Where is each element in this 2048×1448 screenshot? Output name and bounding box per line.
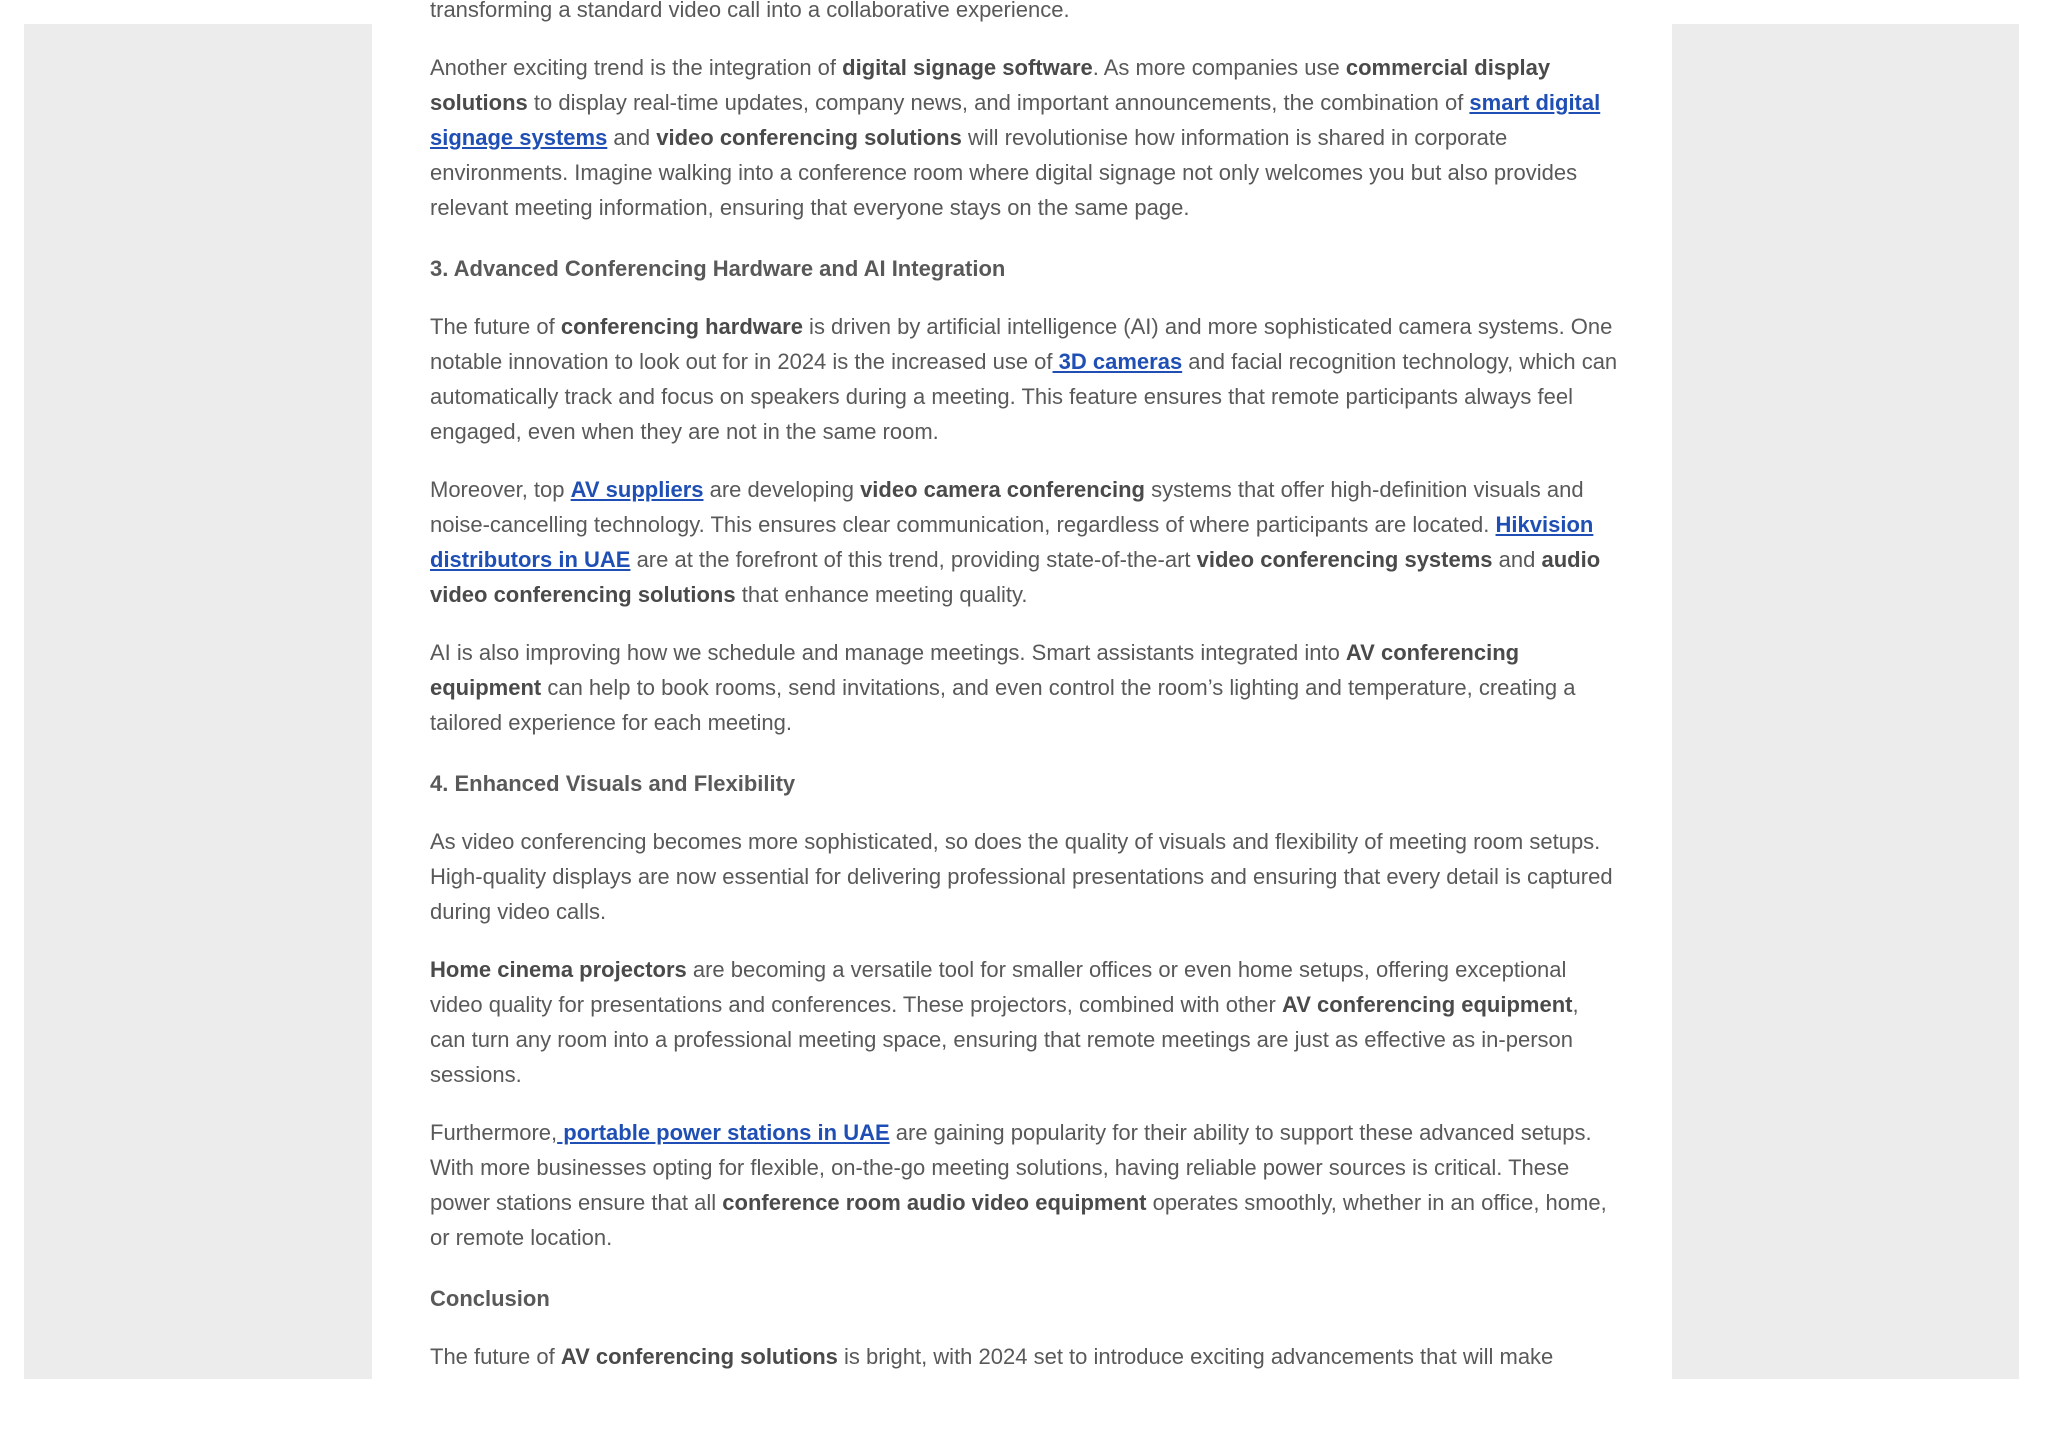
text: and facial recognition technology, which can automatically track and focus on speakers during a meeting. This feature ensures that remote participants always feel engaged, even when they are not in the same room. [430,349,1618,444]
text: Moreover, top [430,477,571,502]
text: can help to book rooms, send invitations, and even control the room’s lighting and temperature, creating a tailored experience for each meeting. [430,675,1576,735]
bold-term: digital signage software [842,55,1093,80]
article-content [430,0,1620,1397]
paragraph-power-stations [430,1115,1620,1255]
bold-term: video camera conferencing [860,477,1145,502]
bold-term: commercial display solutions [430,55,1551,115]
paragraph-ai-scheduling [430,635,1620,740]
text: to display real-time updates, company news, and important announcements, the combination of [527,90,1470,115]
bold-term: video conferencing systems [1196,547,1493,572]
paragraph-digital-signage [430,50,1620,225]
link-smart-digital-signage-systems[interactable]: smart digital signage systems [430,90,1601,150]
text: operates smoothly, whether in an office, home, or remote location. [430,1190,1607,1250]
text: The future of [430,314,561,339]
paragraph-conclusion [430,1339,1620,1374]
document-page [372,0,1672,1379]
text: and [607,125,657,150]
bold-term: conference room audio video equipment [722,1190,1147,1215]
bold-term: conferencing hardware [560,314,803,339]
text: As video conferencing becomes more sophisticated, so does the quality of visuals and flexibility of meeting room setups. High-quality displays are now essential for delivering professional presentations and ensuring that every detail is captured during video calls. [430,829,1613,924]
text: and [1492,547,1542,572]
section-heading-conclusion: Conclusion [430,1286,550,1311]
text: systems that offer high-definition visuals and noise-cancelling technology. This ensures clear communication, regardless of where participants are located. [430,477,1584,537]
text: AI is also improving how we schedule and manage meetings. Smart assistants integrated into [430,640,1346,665]
paragraph-projectors [430,952,1620,1092]
bold-term: AV conferencing equipment [1281,992,1573,1017]
paragraph-visuals [430,824,1620,929]
text: are at the forefront of this trend, providing state-of-the-art [630,547,1197,572]
section-heading-4: 4. Enhanced Visuals and Flexibility [430,771,796,796]
section-heading-3: 3. Advanced Conferencing Hardware and AI Integration [430,256,1006,281]
text: are becoming a versatile tool for smaller offices or even home setups, offering exceptional video quality for presentations and conferences. These projectors, combined with other [430,957,1567,1017]
text: , can turn any room into a professional meeting space, ensuring that remote meetings are just as effective as in-person sessions. [430,992,1579,1087]
text: . As more companies use [1092,55,1346,80]
link-av-suppliers[interactable]: AV suppliers [570,477,704,502]
text: is driven by artificial intelligence (AI) and more sophisticated camera systems. One notable innovation to look out for in 2024 is the increased use of [430,314,1613,374]
text: Furthermore, [430,1120,558,1145]
bold-term: video conferencing solutions [656,125,962,150]
bold-term: AV conferencing equipment [430,640,1520,700]
bold-term: AV conferencing solutions [560,1344,838,1369]
document-viewer[interactable] [24,0,2019,1379]
paragraph-intro-tail [430,0,1620,27]
bold-term: Home cinema projectors [430,957,687,982]
text: Another exciting trend is the integration of [430,55,843,80]
text: that enhance meeting quality. [735,582,1028,607]
text: are gaining popularity for their ability to support these advanced setups. With more businesses opting for flexible, on-the-go meeting solutions, having reliable power sources is critical. These power stations ensure that all [430,1120,1592,1215]
link-hikvision-distributors[interactable]: Hikvision distributors in UAE [430,512,1594,572]
text: is bright, with 2024 set to introduce exciting advancements that will make [837,1344,1554,1369]
text: The future of [430,1344,561,1369]
text: transforming a standard video call into a collaborative experience. [430,0,1070,22]
text: are developing [703,477,861,502]
paragraph-conferencing-hardware [430,309,1620,449]
paragraph-av-suppliers [430,472,1620,612]
text: will revolutionise how information is shared in corporate environments. Imagine walking into a conference room where digital signage not only welcomes you but also provides relevant meeting information, ensuring that everyone stays on the same page. [430,125,1578,220]
link-3d-cameras[interactable]: 3D cameras [1052,349,1183,374]
bold-term: audio video conferencing solutions [430,547,1601,607]
link-portable-power-stations[interactable]: portable power stations in UAE [557,1120,890,1145]
